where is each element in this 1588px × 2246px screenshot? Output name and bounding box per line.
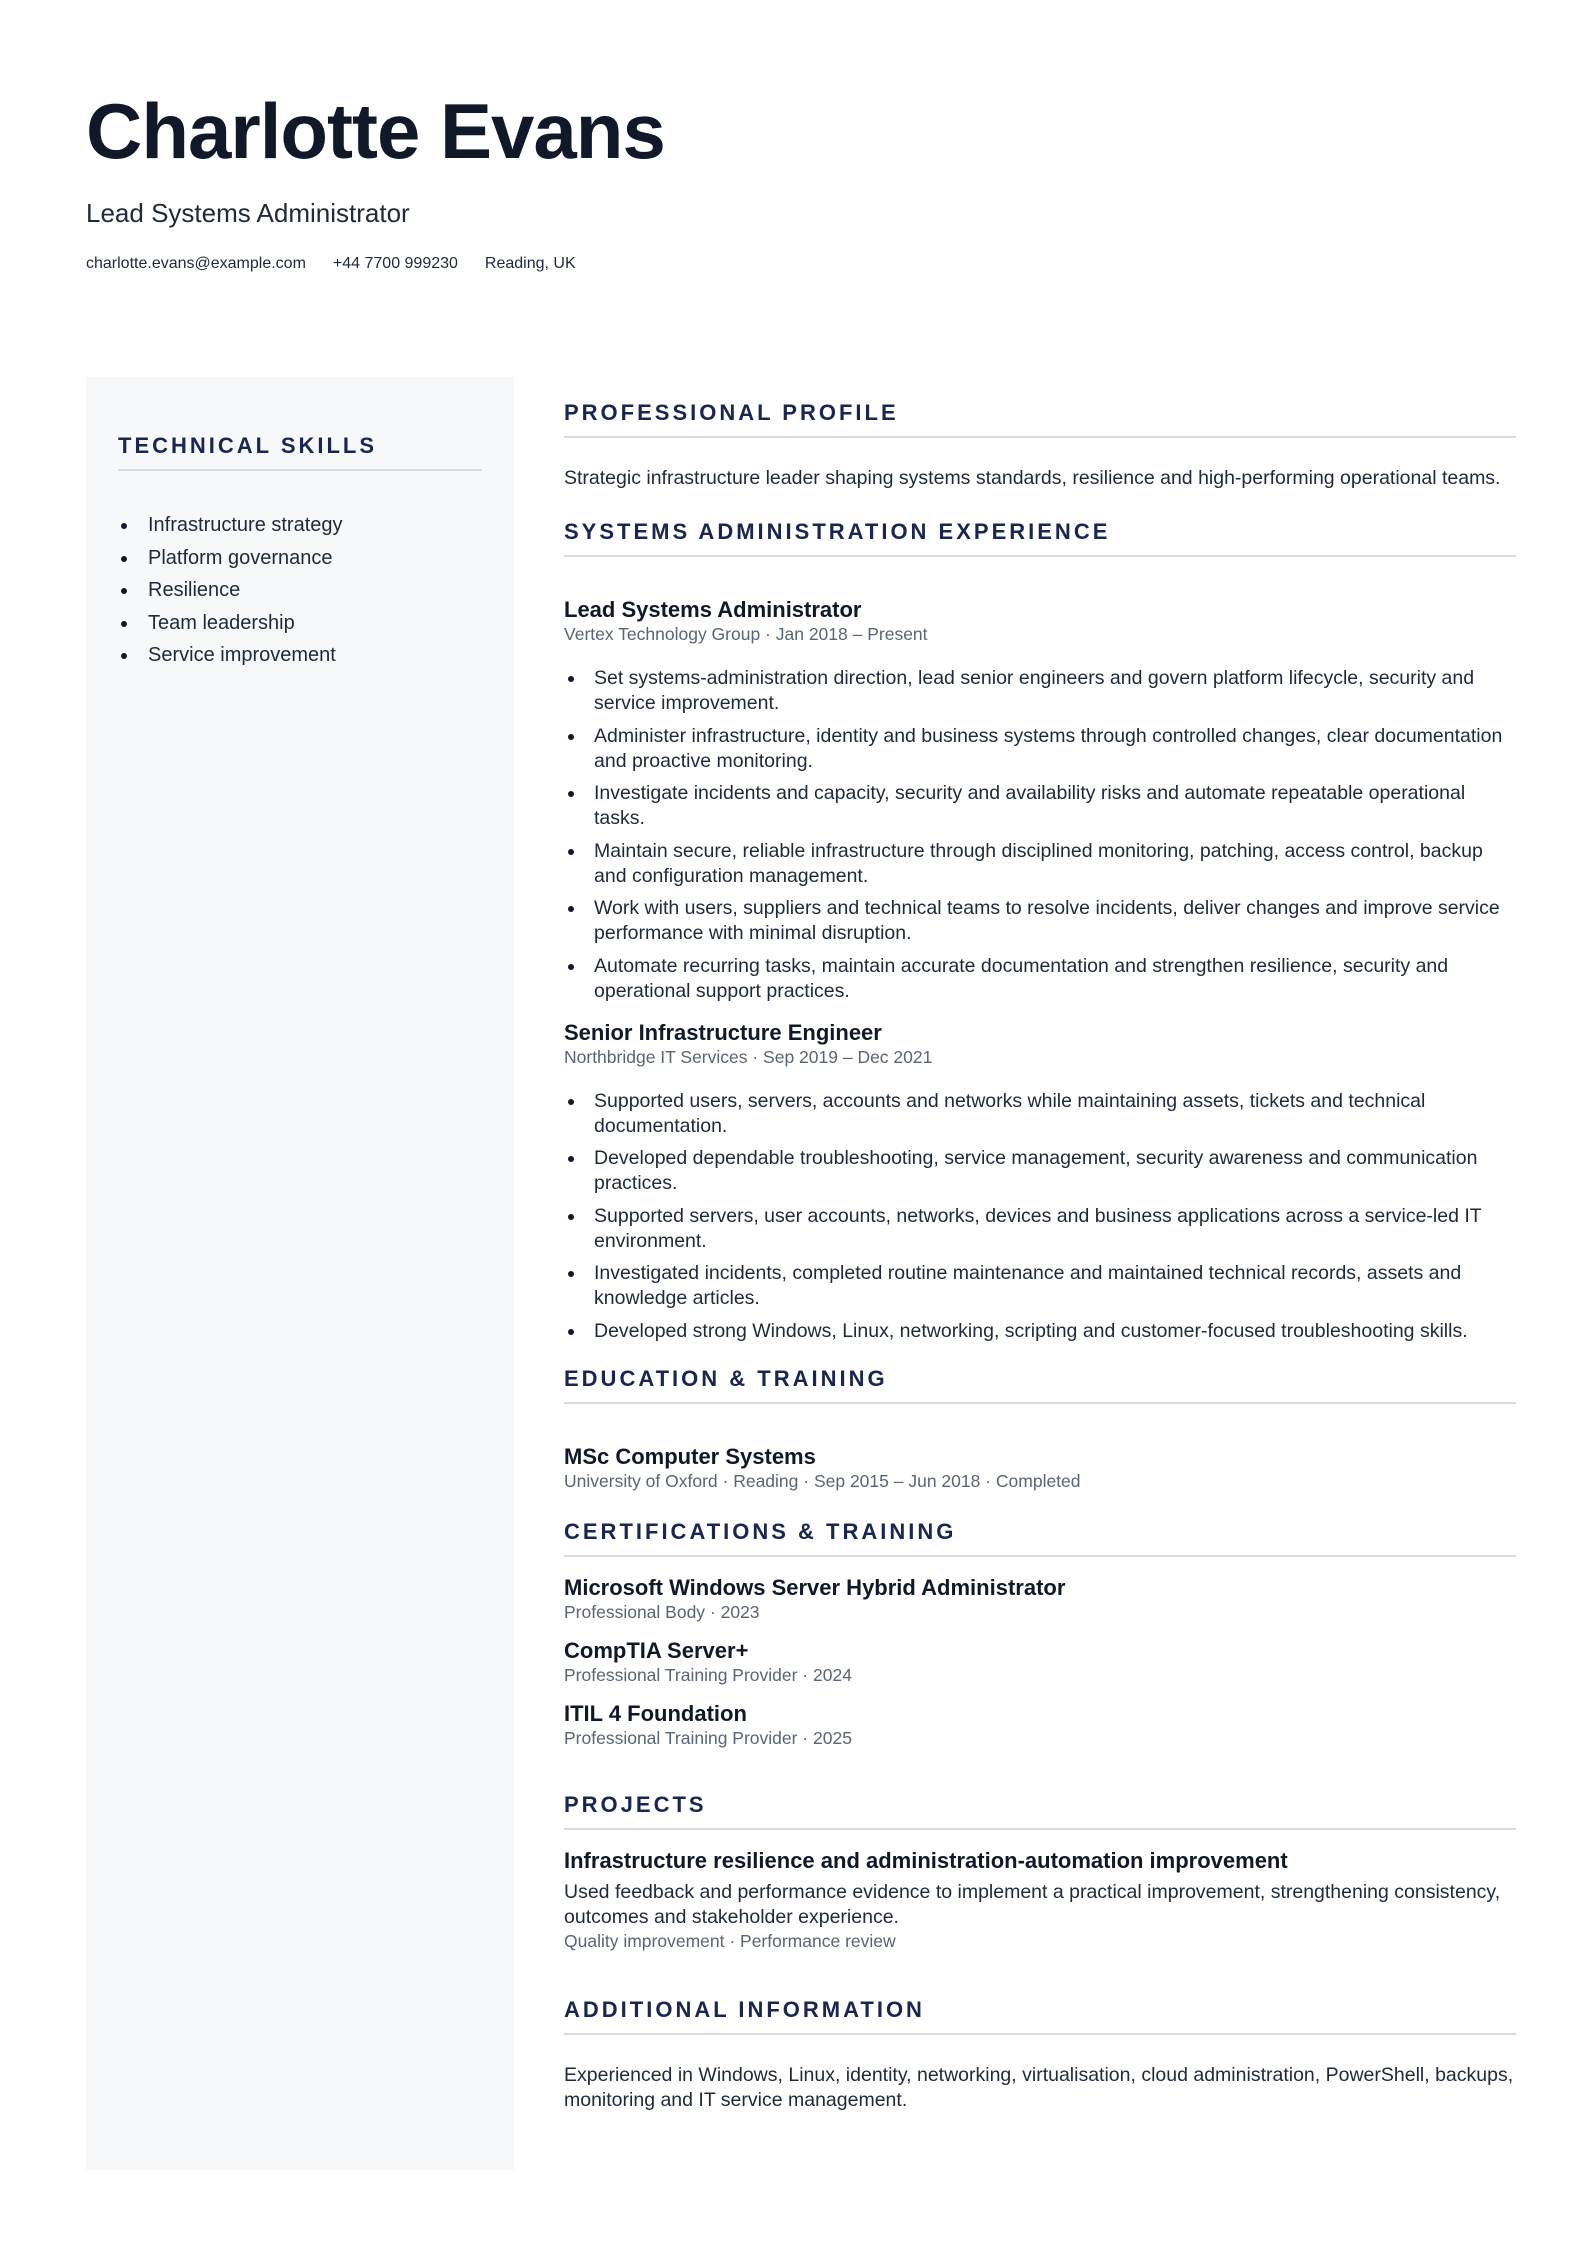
additional-section <box>564 1997 1516 2113</box>
certification-entry <box>564 1575 1516 1624</box>
candidate-name: Charlotte Evans <box>86 87 665 175</box>
project-entry <box>564 1848 1516 1953</box>
education-section <box>564 1366 1516 1493</box>
job-entry <box>564 1020 1516 1344</box>
project-text: Used feedback and performance evidence to implement a practical improvement, strengthening consistency, outcomes and stakeholder experience. <box>564 1880 1501 1928</box>
job-bullets <box>564 1089 1516 1344</box>
skills-heading: TECHNICAL SKILLS <box>118 433 482 471</box>
certifications-heading: CERTIFICATIONS & TRAINING <box>564 1519 1516 1557</box>
skill-item: Service improvement <box>118 639 482 672</box>
job-bullet: Investigate incidents and capacity, security and availability risks and automate repeatable operational tasks. <box>564 781 1516 831</box>
profile-heading: PROFESSIONAL PROFILE <box>564 400 1516 438</box>
job-bullet: Set systems-administration direction, lead senior engineers and govern platform lifecycle, security and service improvement. <box>564 666 1516 716</box>
skills-list <box>118 509 482 672</box>
education-title: MSc Computer Systems <box>564 1443 816 1469</box>
job-bullet: Supported servers, user accounts, networks, devices and business applications across a service-led IT environment. <box>564 1204 1516 1254</box>
job-bullet: Investigated incidents, completed routine maintenance and maintained technical records, assets and knowledge articles. <box>564 1261 1516 1311</box>
projects-heading: PROJECTS <box>564 1792 1516 1830</box>
certification-meta: Professional Training Provider · 2025 <box>564 1727 852 1748</box>
profile-section <box>564 400 1516 491</box>
job-bullets <box>564 666 1516 1004</box>
job-bullet: Work with users, suppliers and technical teams to resolve incidents, deliver changes and improve service performance with minimal disruption. <box>564 896 1516 946</box>
additional-text: Experienced in Windows, Linux, identity, networking, virtualisation, cloud administration, PowerShell, backups, monitoring and IT service management. <box>564 2063 1514 2111</box>
job-meta: Northbridge IT Services · Sep 2019 – Dec 2021 <box>564 1046 933 1067</box>
project-meta: Quality improvement · Performance review <box>564 1930 896 1951</box>
certification-title: CompTIA Server+ <box>564 1637 749 1663</box>
skill-item: Platform governance <box>118 542 482 575</box>
job-bullet: Automate recurring tasks, maintain accurate documentation and strengthen resilience, security and operational support practices. <box>564 954 1516 1004</box>
projects-section <box>564 1792 1516 1953</box>
certification-meta: Professional Training Provider · 2024 <box>564 1664 852 1685</box>
education-meta: University of Oxford · Reading · Sep 2015 – Jun 2018 · Completed <box>564 1470 1081 1491</box>
skill-item: Infrastructure strategy <box>118 509 482 542</box>
candidate-role: Lead Systems Administrator <box>86 198 410 228</box>
sidebar <box>86 377 514 2170</box>
job-bullet: Developed dependable troubleshooting, service management, security awareness and communication practices. <box>564 1146 1516 1196</box>
skill-item: Team leadership <box>118 607 482 640</box>
job-meta: Vertex Technology Group · Jan 2018 – Present <box>564 624 928 644</box>
certifications-section <box>564 1519 1516 1750</box>
phone-text: +44 7700 999230 <box>332 255 458 272</box>
job-title: Lead Systems Administrator <box>564 597 862 622</box>
certification-meta: Professional Body · 2023 <box>564 1601 760 1622</box>
job-bullet: Maintain secure, reliable infrastructure through disciplined monitoring, patching, access control, backup and configuration management. <box>564 839 1516 889</box>
job-bullet: Developed strong Windows, Linux, networking, scripting and customer-focused troubleshooting skills. <box>564 1319 1516 1344</box>
experience-heading: SYSTEMS ADMINISTRATION EXPERIENCE <box>564 519 1516 557</box>
education-heading: EDUCATION & TRAINING <box>564 1366 1516 1404</box>
certification-title: Microsoft Windows Server Hybrid Administrator <box>564 1574 1066 1600</box>
experience-section <box>564 519 1516 1344</box>
certification-entry <box>564 1638 1516 1687</box>
certification-title: ITIL 4 Foundation <box>564 1700 747 1726</box>
job-bullet: Administer infrastructure, identity and business systems through controlled changes, clear documentation and proactive monitoring. <box>564 724 1516 774</box>
additional-heading: ADDITIONAL INFORMATION <box>564 1997 1516 2035</box>
email-text: charlotte.evans@example.com <box>86 255 306 272</box>
job-bullet: Supported users, servers, accounts and networks while maintaining assets, tickets and technical documentation. <box>564 1089 1516 1139</box>
project-title: Infrastructure resilience and administration-automation improvement <box>564 1847 1288 1873</box>
skill-item: Resilience <box>118 574 482 607</box>
location-text: Reading, UK <box>484 255 576 272</box>
education-entry <box>564 1444 1516 1493</box>
profile-text: Strategic infrastructure leader shaping systems standards, resilience and high-performing operational teams. <box>564 467 1501 489</box>
contact-line <box>86 255 576 273</box>
main-column <box>564 400 1516 2113</box>
job-title: Senior Infrastructure Engineer <box>564 1019 882 1045</box>
certification-entry <box>564 1701 1516 1750</box>
job-entry <box>564 597 1516 1004</box>
